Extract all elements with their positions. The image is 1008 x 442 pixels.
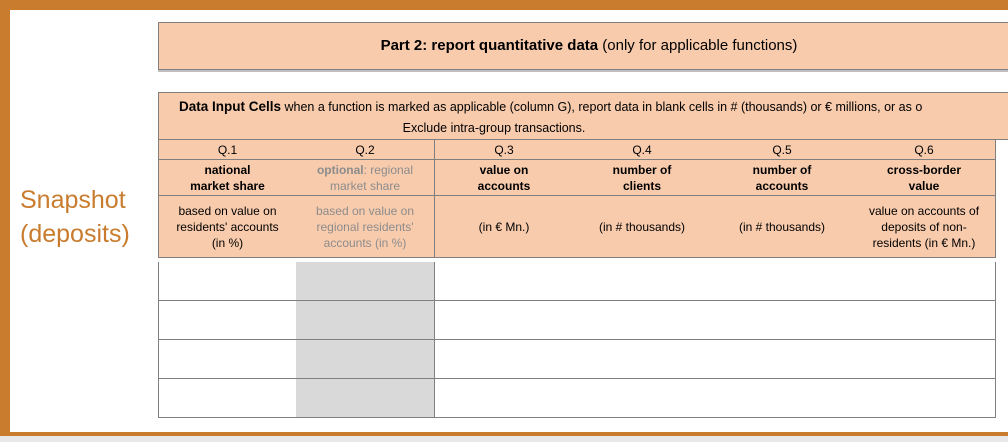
input-cell[interactable] xyxy=(158,340,297,379)
input-cell[interactable] xyxy=(158,262,297,301)
data-input-label: Data Input Cells xyxy=(179,99,282,114)
column-unit: based on value on regional residents' accounts (in %) xyxy=(315,203,415,250)
data-input-header xyxy=(158,92,1008,140)
column-code-cell xyxy=(573,140,712,160)
column-title: number of accounts xyxy=(752,162,812,193)
input-cell[interactable] xyxy=(158,301,297,340)
column-code-cell xyxy=(158,140,297,160)
input-cell[interactable] xyxy=(573,301,712,340)
input-cell[interactable] xyxy=(573,262,712,301)
bottom-strip xyxy=(0,436,1008,442)
column-title-cell xyxy=(296,160,435,196)
data-input-text: when a function is marked as applicable (column G), report data in blank cells in # (thousands) or € millions, or as o xyxy=(281,100,923,114)
column-title-cell xyxy=(435,160,574,196)
input-cell[interactable] xyxy=(711,379,854,418)
column-unit: based on value on residents' accounts (in %) xyxy=(176,203,279,250)
input-cell[interactable] xyxy=(158,379,297,418)
column-title-cell xyxy=(158,160,297,196)
column-code-cell xyxy=(296,140,435,160)
column-unit: value on accounts of deposits of non- residents (in € Mn.) xyxy=(868,203,980,250)
column-unit: (in € Mn.) xyxy=(478,219,530,234)
data-input-line2: Exclude intra-group transactions. xyxy=(402,121,586,135)
column-unit: (in # thousands) xyxy=(598,219,686,234)
column-unit-cell xyxy=(435,196,574,258)
snapshot-deposits-label xyxy=(20,183,150,251)
column-code: Q.6 xyxy=(914,142,934,157)
column-code: Q.3 xyxy=(494,142,514,157)
input-cell[interactable] xyxy=(853,340,996,379)
input-cell[interactable] xyxy=(435,262,574,301)
column-title: value on accounts xyxy=(477,162,531,193)
disabled-input-cell xyxy=(296,301,435,340)
column-title-prefix: optional xyxy=(316,162,364,177)
column-unit-cell xyxy=(158,196,297,258)
input-cell[interactable] xyxy=(435,379,574,418)
column-code-cell xyxy=(853,140,996,160)
part2-title-rest: (only for applicable functions) xyxy=(598,37,798,54)
data-input-line1 xyxy=(179,99,922,114)
column-code: Q.2 xyxy=(355,142,375,157)
column-unit-cell xyxy=(296,196,435,258)
column-title: number of clients xyxy=(612,162,672,193)
input-cell[interactable] xyxy=(435,340,574,379)
input-cell[interactable] xyxy=(573,340,712,379)
input-cell[interactable] xyxy=(853,262,996,301)
part2-header xyxy=(158,22,1008,70)
input-cell[interactable] xyxy=(711,340,854,379)
label-line2: (deposits) xyxy=(20,220,130,248)
column-title-cell xyxy=(573,160,712,196)
part2-title xyxy=(159,37,1008,54)
column-unit-cell xyxy=(853,196,996,258)
input-cell[interactable] xyxy=(711,262,854,301)
column-unit: (in # thousands) xyxy=(738,219,826,234)
label-line1: Snapshot xyxy=(20,186,126,214)
input-cell[interactable] xyxy=(435,301,574,340)
column-code: Q.5 xyxy=(772,142,792,157)
column-title: optional: regional market share xyxy=(316,162,414,193)
column-title-cell xyxy=(711,160,854,196)
column-code-cell xyxy=(435,140,574,160)
column-code: Q.4 xyxy=(632,142,652,157)
disabled-input-cell xyxy=(296,262,435,301)
column-title-cell xyxy=(853,160,996,196)
column-title: cross-border value xyxy=(886,162,962,193)
part2-title-bold: Part 2: report quantitative data xyxy=(380,37,599,54)
disabled-input-cell xyxy=(296,340,435,379)
input-cell[interactable] xyxy=(573,379,712,418)
disabled-input-cell xyxy=(296,379,435,418)
column-title: national market share xyxy=(190,162,265,193)
input-cell[interactable] xyxy=(853,379,996,418)
column-unit-cell xyxy=(711,196,854,258)
input-cell[interactable] xyxy=(853,301,996,340)
column-code-cell xyxy=(711,140,854,160)
column-code: Q.1 xyxy=(217,142,238,157)
input-cell[interactable] xyxy=(711,301,854,340)
column-unit-cell xyxy=(573,196,712,258)
